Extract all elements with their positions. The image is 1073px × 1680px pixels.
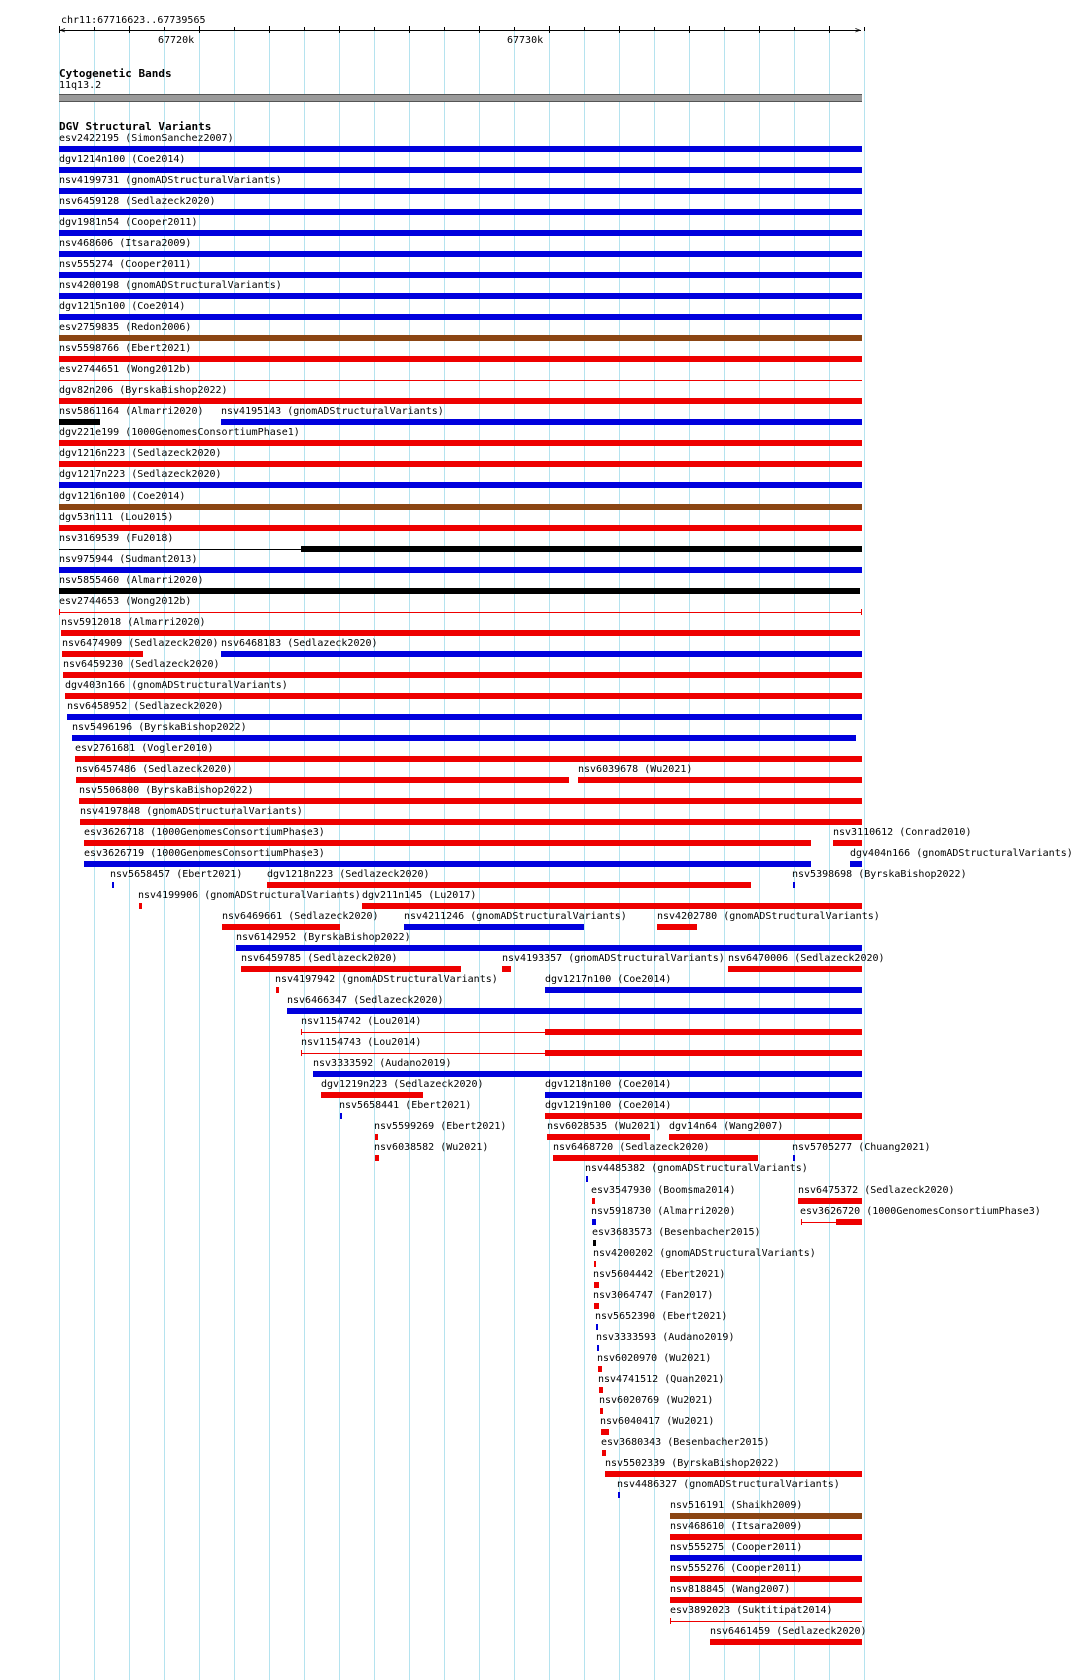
sv-feature-label[interactable]: esv3683573 (Besenbacher2015): [592, 1227, 761, 1238]
sv-feature-bar[interactable]: [592, 1198, 595, 1204]
sv-feature-label[interactable]: nsv555276 (Cooper2011): [670, 1563, 803, 1574]
sv-feature-end-tick: [861, 609, 862, 615]
sv-feature-label[interactable]: nsv5658457 (Ebert2021): [110, 869, 243, 880]
scale-bar: [59, 30, 861, 31]
sv-feature-label[interactable]: nsv4486327 (gnomADStructuralVariants): [617, 1479, 840, 1490]
sv-feature-bar[interactable]: [59, 461, 862, 467]
sv-feature-label[interactable]: dgv403n166 (gnomADStructuralVariants): [65, 680, 288, 691]
sv-feature-bar[interactable]: [593, 1240, 596, 1246]
dgv-track-title: DGV Structural Variants: [59, 120, 212, 133]
sv-feature-label[interactable]: nsv818845 (Wang2007): [670, 1584, 791, 1595]
sv-feature-bar[interactable]: [59, 588, 860, 594]
sv-feature-bar[interactable]: [545, 1092, 862, 1098]
sv-feature-end-tick: [59, 609, 60, 615]
sv-feature-label[interactable]: dgv1216n100 (Coe2014): [59, 491, 186, 502]
sv-feature-label[interactable]: nsv5705277 (Chuang2021): [792, 1142, 931, 1153]
ruler-tick: [759, 26, 760, 33]
sv-feature-label[interactable]: nsv4200198 (gnomADStructuralVariants): [59, 280, 282, 291]
ruler-tick: [689, 26, 690, 33]
sv-feature-label[interactable]: nsv6028535 (Wu2021): [547, 1121, 662, 1132]
sv-feature-bar[interactable]: [112, 882, 114, 888]
sv-feature-label[interactable]: nsv975944 (Sudmant2013): [59, 554, 198, 565]
sv-feature-bar[interactable]: [553, 1155, 758, 1161]
sv-feature-label[interactable]: dgv1217n223 (Sedlazeck2020): [59, 469, 222, 480]
sv-feature-label[interactable]: esv3626718 (1000GenomesConsortiumPhase3): [84, 827, 325, 838]
sv-feature-bar[interactable]: [59, 209, 862, 215]
sv-feature-label[interactable]: nsv6142952 (ByrskaBishop2022): [236, 932, 411, 943]
sv-feature-label[interactable]: nsv6466347 (Sedlazeck2020): [287, 995, 444, 1006]
sv-feature-connector: [59, 549, 301, 550]
ruler-tick: [199, 26, 200, 33]
sv-feature-bar[interactable]: [59, 272, 862, 278]
sv-feature-bar[interactable]: [59, 525, 862, 531]
sv-feature-bar[interactable]: [321, 1092, 423, 1098]
sv-feature-bar[interactable]: [545, 1113, 862, 1119]
sv-feature-bar[interactable]: [301, 546, 862, 552]
sv-feature-bar[interactable]: [594, 1303, 599, 1309]
sv-feature-label[interactable]: esv2744651 (Wong2012b): [59, 364, 192, 375]
sv-feature-label[interactable]: nsv5861164 (Almarri2020): [59, 406, 204, 417]
sv-feature-label[interactable]: nsv5506800 (ByrskaBishop2022): [79, 785, 254, 796]
sv-feature-label[interactable]: nsv6475372 (Sedlazeck2020): [798, 1185, 955, 1196]
sv-feature-label[interactable]: esv2761681 (Vogler2010): [75, 743, 214, 754]
sv-feature-label[interactable]: nsv6038582 (Wu2021): [374, 1142, 489, 1153]
sv-feature-label[interactable]: nsv6469661 (Sedlazeck2020): [222, 911, 379, 922]
sv-feature-label[interactable]: nsv4195143 (gnomADStructuralVariants): [221, 406, 444, 417]
sv-feature-end-tick: [801, 1219, 802, 1225]
ruler-tick: [864, 27, 865, 31]
sv-feature-bar[interactable]: [340, 1113, 342, 1119]
sv-feature-bar[interactable]: [545, 987, 862, 993]
sv-feature-bar[interactable]: [241, 966, 461, 972]
ruler-tick: [269, 26, 270, 33]
sv-feature-bar[interactable]: [63, 672, 862, 678]
cytoband-track-title: Cytogenetic Bands: [59, 67, 172, 80]
sv-feature-label[interactable]: nsv6020769 (Wu2021): [599, 1395, 714, 1406]
scale-right-arrow: >: [855, 26, 861, 36]
cytoband-label: 11q13.2: [59, 80, 102, 91]
sv-feature-bar[interactable]: [545, 1029, 862, 1035]
sv-feature-label[interactable]: dgv1219n100 (Coe2014): [545, 1100, 672, 1111]
sv-feature-label[interactable]: nsv4197942 (gnomADStructuralVariants): [275, 974, 498, 985]
sv-feature-bar[interactable]: [236, 945, 862, 951]
sv-feature-connector: [301, 1032, 545, 1033]
sv-feature-label[interactable]: dgv14n64 (Wang2007): [669, 1121, 784, 1132]
sv-feature-label[interactable]: nsv468606 (Itsara2009): [59, 238, 192, 249]
sv-feature-label[interactable]: dgv1219n223 (Sedlazeck2020): [321, 1079, 484, 1090]
sv-feature-label[interactable]: nsv3333593 (Audano2019): [596, 1332, 735, 1343]
sv-feature-bar[interactable]: [670, 1621, 862, 1622]
ruler-tick-label: 67730k: [507, 35, 544, 46]
sv-feature-label[interactable]: nsv5496196 (ByrskaBishop2022): [72, 722, 247, 733]
sv-feature-bar[interactable]: [67, 714, 862, 720]
sv-feature-label[interactable]: esv3547930 (Boomsma2014): [591, 1185, 736, 1196]
sv-feature-bar[interactable]: [669, 1134, 862, 1140]
sv-feature-label[interactable]: nsv4193357 (gnomADStructuralVariants): [502, 953, 725, 964]
sv-feature-label[interactable]: dgv221e199 (1000GenomesConsortiumPhase1): [59, 427, 300, 438]
sv-feature-bar[interactable]: [84, 840, 811, 846]
sv-feature-label[interactable]: nsv5598766 (Ebert2021): [59, 343, 192, 354]
sv-feature-label[interactable]: esv3892023 (Suktitipat2014): [670, 1605, 833, 1616]
sv-feature-label[interactable]: nsv4741512 (Quan2021): [598, 1374, 725, 1385]
sv-feature-bar[interactable]: [59, 398, 862, 404]
ruler-tick: [339, 26, 340, 33]
sv-feature-bar[interactable]: [59, 146, 862, 152]
ruler-tick: [374, 27, 375, 31]
sv-feature-label[interactable]: esv3680343 (Besenbacher2015): [601, 1437, 770, 1448]
sv-feature-end-tick: [670, 1618, 671, 1624]
sv-feature-bar[interactable]: [79, 798, 862, 804]
sv-feature-label[interactable]: dgv211n145 (Lu2017): [362, 890, 477, 901]
sv-feature-label[interactable]: nsv555275 (Cooper2011): [670, 1542, 803, 1553]
sv-feature-bar[interactable]: [594, 1261, 596, 1267]
sv-feature-bar[interactable]: [313, 1071, 862, 1077]
sv-feature-bar[interactable]: [594, 1282, 599, 1288]
sv-feature-bar[interactable]: [59, 504, 862, 510]
sv-feature-label[interactable]: nsv4202780 (gnomADStructuralVariants): [657, 911, 880, 922]
sv-feature-label[interactable]: nsv5502339 (ByrskaBishop2022): [605, 1458, 780, 1469]
ruler-tick: [479, 26, 480, 33]
sv-feature-bar[interactable]: [597, 1345, 599, 1351]
ruler-tick: [94, 27, 95, 31]
sv-feature-label[interactable]: nsv3064747 (Fan2017): [593, 1290, 714, 1301]
ruler-locus-label: chr11:67716623..67739565: [61, 15, 206, 26]
ruler-tick: [549, 26, 550, 33]
ruler-tick: [59, 26, 60, 33]
sv-feature-bar[interactable]: [598, 1366, 602, 1372]
sv-feature-bar[interactable]: [276, 987, 279, 993]
sv-feature-bar[interactable]: [362, 903, 862, 909]
sv-feature-label[interactable]: nsv5652390 (Ebert2021): [595, 1311, 728, 1322]
sv-feature-bar[interactable]: [59, 380, 862, 381]
sv-feature-label[interactable]: nsv4199906 (gnomADStructuralVariants): [138, 890, 361, 901]
ruler-tick: [724, 27, 725, 31]
sv-feature-end-tick: [301, 1029, 302, 1035]
sv-feature-label[interactable]: nsv6020970 (Wu2021): [597, 1353, 712, 1364]
sv-feature-label[interactable]: nsv5599269 (Ebert2021): [374, 1121, 507, 1132]
sv-feature-label[interactable]: nsv4485382 (gnomADStructuralVariants): [585, 1163, 808, 1174]
sv-feature-label[interactable]: nsv6039678 (Wu2021): [578, 764, 693, 775]
sv-feature-label[interactable]: dgv1981n54 (Cooper2011): [59, 217, 198, 228]
sv-feature-end-tick: [301, 1050, 302, 1056]
sv-feature-label[interactable]: nsv6458952 (Sedlazeck2020): [67, 701, 224, 712]
sv-feature-label[interactable]: dgv1214n100 (Coe2014): [59, 154, 186, 165]
sv-feature-bar[interactable]: [798, 1198, 862, 1204]
ruler-tick: [619, 26, 620, 33]
sv-feature-label[interactable]: dgv53n111 (Lou2015): [59, 512, 174, 523]
sv-feature-label[interactable]: nsv6468183 (Sedlazeck2020): [221, 638, 378, 649]
sv-feature-label[interactable]: esv3626720 (1000GenomesConsortiumPhase3): [800, 1206, 1041, 1217]
sv-feature-bar[interactable]: [657, 924, 697, 930]
sv-feature-label[interactable]: nsv5918730 (Almarri2020): [591, 1206, 736, 1217]
sv-feature-bar[interactable]: [850, 861, 862, 867]
sv-feature-label[interactable]: nsv4197848 (gnomADStructuralVariants): [80, 806, 303, 817]
sv-feature-bar[interactable]: [375, 1134, 378, 1140]
sv-feature-bar[interactable]: [221, 651, 862, 657]
sv-feature-label[interactable]: esv2744653 (Wong2012b): [59, 596, 192, 607]
sv-feature-label[interactable]: nsv6457486 (Sedlazeck2020): [76, 764, 233, 775]
sv-feature-bar[interactable]: [596, 1324, 598, 1330]
sv-feature-bar[interactable]: [670, 1597, 862, 1603]
sv-feature-label[interactable]: nsv5658441 (Ebert2021): [339, 1100, 472, 1111]
sv-feature-bar[interactable]: [670, 1555, 862, 1561]
sv-feature-bar[interactable]: [287, 1008, 862, 1014]
sv-feature-label[interactable]: nsv6461459 (Sedlazeck2020): [710, 1626, 867, 1637]
sv-feature-bar[interactable]: [59, 314, 862, 320]
sv-feature-bar[interactable]: [59, 167, 862, 173]
sv-feature-bar[interactable]: [59, 251, 862, 257]
ruler-tick: [444, 27, 445, 31]
sv-feature-label[interactable]: dgv1218n223 (Sedlazeck2020): [267, 869, 430, 880]
sv-feature-bar[interactable]: [545, 1050, 862, 1056]
ruler-tick: [234, 27, 235, 31]
sv-feature-bar[interactable]: [502, 966, 511, 972]
sv-feature-bar[interactable]: [547, 1134, 650, 1140]
sv-feature-bar[interactable]: [61, 630, 860, 636]
ruler-tick: [829, 26, 830, 33]
sv-feature-label[interactable]: nsv6040417 (Wu2021): [600, 1416, 715, 1427]
ruler-tick: [409, 26, 410, 33]
sv-feature-label[interactable]: dgv1216n223 (Sedlazeck2020): [59, 448, 222, 459]
sv-feature-label[interactable]: nsv5912018 (Almarri2020): [61, 617, 206, 628]
sv-feature-bar[interactable]: [221, 419, 862, 425]
sv-feature-bar[interactable]: [670, 1534, 862, 1540]
sv-feature-bar[interactable]: [710, 1639, 862, 1645]
sv-feature-bar[interactable]: [833, 840, 862, 846]
sv-feature-label[interactable]: nsv3333592 (Audano2019): [313, 1058, 452, 1069]
sv-feature-bar[interactable]: [59, 419, 100, 425]
sv-feature-label[interactable]: esv3626719 (1000GenomesConsortiumPhase3): [84, 848, 325, 859]
sv-feature-bar[interactable]: [65, 693, 862, 699]
sv-feature-bar[interactable]: [793, 882, 795, 888]
sv-feature-label[interactable]: nsv5604442 (Ebert2021): [593, 1269, 726, 1280]
sv-feature-bar[interactable]: [578, 777, 862, 783]
sv-feature-bar[interactable]: [592, 1219, 596, 1225]
sv-feature-label[interactable]: dgv1218n100 (Coe2014): [545, 1079, 672, 1090]
sv-feature-bar[interactable]: [59, 356, 862, 362]
sv-feature-bar[interactable]: [75, 756, 862, 762]
sv-feature-label[interactable]: dgv1215n100 (Coe2014): [59, 301, 186, 312]
sv-feature-label[interactable]: nsv1154743 (Lou2014): [301, 1037, 422, 1048]
sv-feature-bar[interactable]: [59, 293, 862, 299]
sv-feature-label[interactable]: nsv6474909 (Sedlazeck2020): [62, 638, 219, 649]
sv-feature-label[interactable]: nsv4199731 (gnomADStructuralVariants): [59, 175, 282, 186]
sv-feature-label[interactable]: nsv6459128 (Sedlazeck2020): [59, 196, 216, 207]
sv-feature-label[interactable]: dgv82n206 (ByrskaBishop2022): [59, 385, 228, 396]
sv-feature-bar[interactable]: [601, 1429, 609, 1435]
sv-feature-bar[interactable]: [267, 882, 751, 888]
ruler-tick: [584, 27, 585, 31]
ruler-tick: [164, 27, 165, 31]
sv-feature-label[interactable]: nsv1154742 (Lou2014): [301, 1016, 422, 1027]
sv-feature-bar[interactable]: [139, 903, 142, 909]
sv-feature-label[interactable]: nsv6459230 (Sedlazeck2020): [63, 659, 220, 670]
sv-feature-bar[interactable]: [670, 1513, 862, 1519]
sv-feature-label[interactable]: nsv468610 (Itsara2009): [670, 1521, 803, 1532]
sv-feature-bar[interactable]: [59, 567, 862, 573]
sv-feature-bar[interactable]: [222, 924, 340, 930]
sv-feature-bar[interactable]: [80, 819, 862, 825]
sv-feature-label[interactable]: nsv3169539 (Fu2018): [59, 533, 174, 544]
sv-feature-label[interactable]: nsv6468720 (Sedlazeck2020): [553, 1142, 710, 1153]
ruler-tick: [129, 26, 130, 33]
sv-feature-bar[interactable]: [586, 1176, 588, 1182]
sv-feature-label[interactable]: nsv516191 (Shaikh2009): [670, 1500, 803, 1511]
sv-feature-bar[interactable]: [599, 1387, 603, 1393]
sv-feature-connector: [801, 1222, 836, 1223]
sv-feature-bar[interactable]: [618, 1492, 620, 1498]
sv-feature-bar[interactable]: [793, 1155, 795, 1161]
sv-feature-label[interactable]: nsv4211246 (gnomADStructuralVariants): [404, 911, 627, 922]
sv-feature-bar[interactable]: [59, 612, 862, 613]
sv-feature-connector: [301, 1053, 545, 1054]
sv-feature-bar[interactable]: [404, 924, 584, 930]
sv-feature-bar[interactable]: [84, 861, 811, 867]
sv-feature-bar[interactable]: [836, 1219, 862, 1225]
sv-feature-bar[interactable]: [605, 1471, 862, 1477]
sv-feature-bar[interactable]: [375, 1155, 379, 1161]
sv-feature-bar[interactable]: [72, 735, 856, 741]
ruler-tick: [794, 27, 795, 31]
sv-feature-label[interactable]: nsv4200202 (gnomADStructuralVariants): [593, 1248, 816, 1259]
ruler-tick: [304, 27, 305, 31]
sv-feature-bar[interactable]: [59, 230, 862, 236]
ruler-tick-label: 67720k: [158, 35, 195, 46]
sv-feature-label[interactable]: nsv3110612 (Conrad2010): [833, 827, 972, 838]
sv-feature-bar[interactable]: [76, 777, 569, 783]
sv-feature-label[interactable]: nsv6470006 (Sedlazeck2020): [728, 953, 885, 964]
sv-feature-label[interactable]: nsv5398698 (ByrskaBishop2022): [792, 869, 967, 880]
sv-feature-bar[interactable]: [62, 651, 143, 657]
ruler-tick: [514, 27, 515, 31]
scale-left-arrow: <: [60, 26, 66, 36]
sv-feature-label[interactable]: dgv1217n100 (Coe2014): [545, 974, 672, 985]
sv-feature-bar[interactable]: [59, 440, 862, 446]
sv-feature-bar[interactable]: [602, 1450, 606, 1456]
sv-feature-label[interactable]: nsv5855460 (Almarri2020): [59, 575, 204, 586]
sv-feature-label[interactable]: esv2759835 (Redon2006): [59, 322, 192, 333]
sv-feature-bar[interactable]: [59, 188, 862, 194]
sv-feature-label[interactable]: esv2422195 (SimonSanchez2007): [59, 133, 234, 144]
sv-feature-bar[interactable]: [670, 1576, 862, 1582]
sv-feature-label[interactable]: nsv6459785 (Sedlazeck2020): [241, 953, 398, 964]
ruler-tick: [654, 27, 655, 31]
cytoband-bar[interactable]: [59, 94, 862, 102]
sv-feature-label[interactable]: nsv555274 (Cooper2011): [59, 259, 192, 270]
sv-feature-bar[interactable]: [59, 482, 862, 488]
sv-feature-bar[interactable]: [728, 966, 862, 972]
sv-feature-bar[interactable]: [600, 1408, 603, 1414]
sv-feature-bar[interactable]: [59, 335, 862, 341]
sv-feature-label[interactable]: dgv404n166 (gnomADStructuralVariants): [850, 848, 1073, 859]
